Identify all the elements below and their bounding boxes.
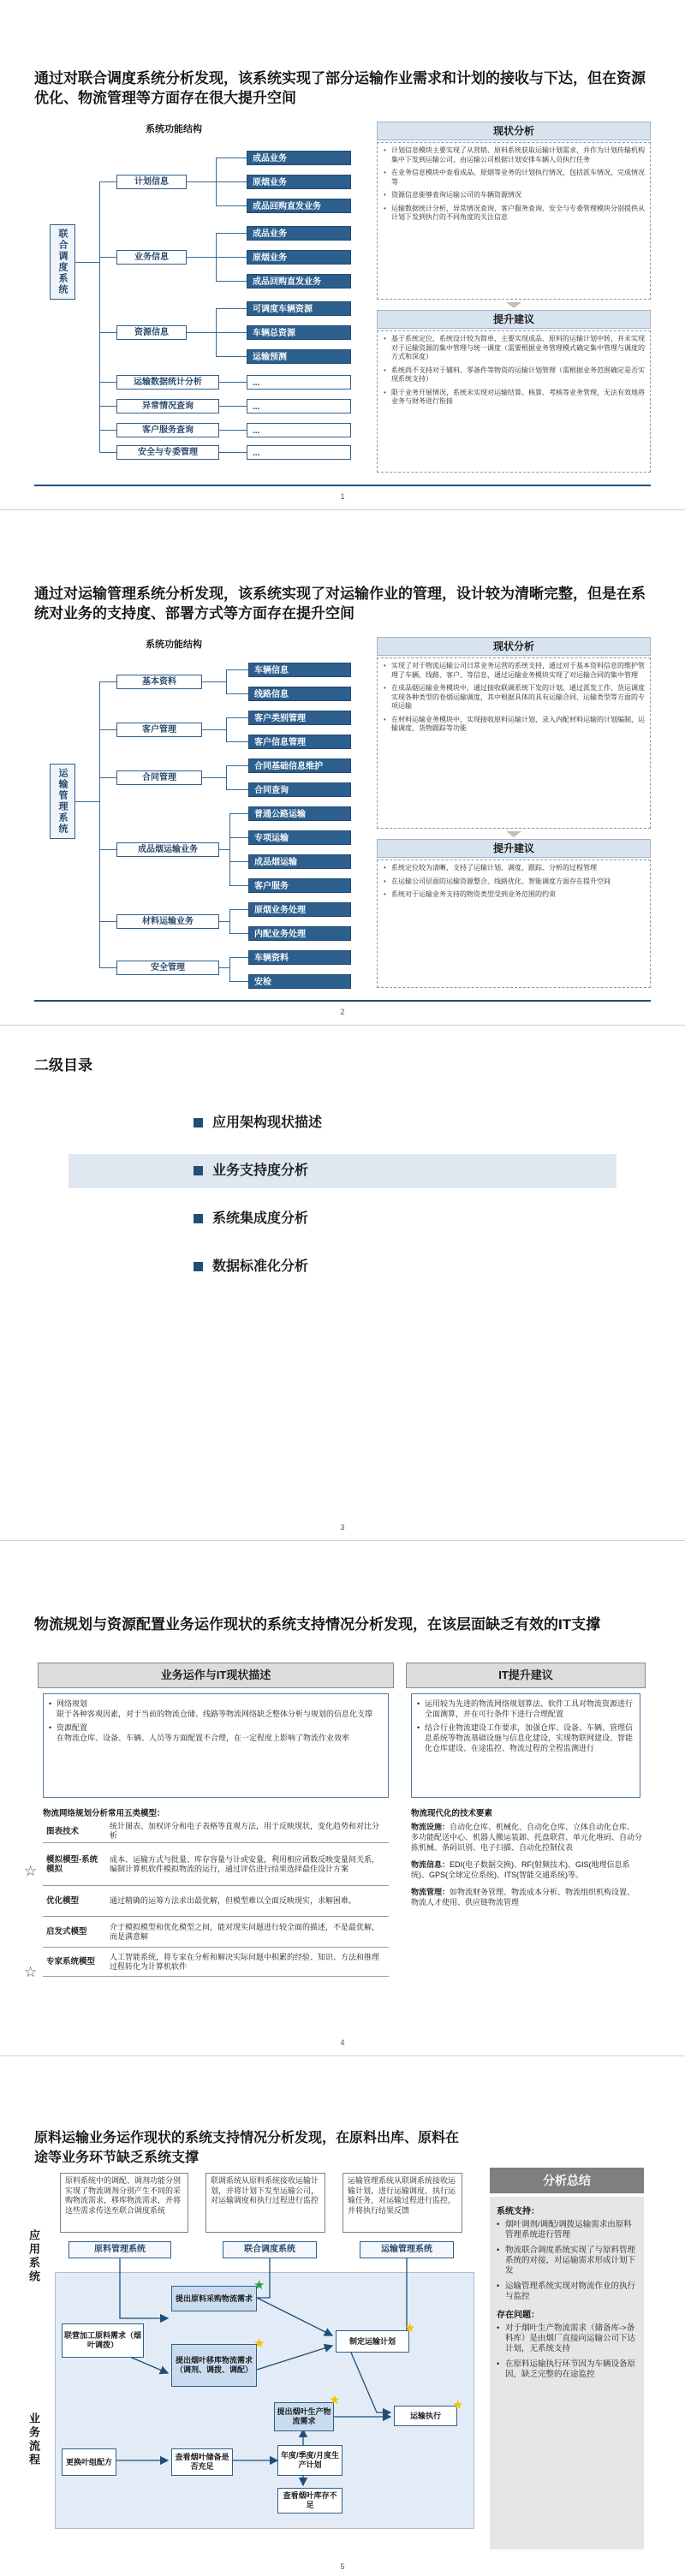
flow-arrow <box>257 2298 332 2335</box>
suggest-panel <box>377 860 651 988</box>
star-icon: ★ <box>452 2398 464 2412</box>
suggest-point: • 基于系统定位，系统设计较为简单，主要实现成品、原料的运输计划中转，并未实现对于运输资源的集中管理与统一调度（需要根据业务管理模式确定集中管理与调度的方式和深度） <box>383 335 645 362</box>
model-desc: 成本、运输方式与批量、库存容量与计或安量，利用相应函数反映变量间关系，编制计算机软件模拟物流的运行，通过评估进行结果选择最佳设计方案 <box>106 1843 389 1886</box>
tree-leaf: 可调度车辆资源 <box>247 301 351 316</box>
page-number: 1 <box>340 492 345 501</box>
system-box: 运输管理系统 <box>360 2241 454 2258</box>
tree-leaf: 成品回购直发业务 <box>247 199 351 213</box>
suggest-point: • 系统定位较为清晰，支持了运输计划、调度、跟踪、分析的过程管理 <box>383 864 645 873</box>
connector <box>99 406 116 407</box>
connector <box>229 909 248 910</box>
connector <box>226 765 227 789</box>
star-icon: ☆ <box>24 1863 38 1879</box>
connector <box>99 681 100 967</box>
analysis-head: 现状分析 <box>377 122 651 140</box>
tree-node: 安全管理 <box>116 961 219 975</box>
suggest-point: • 在运输公司层面的运输资源整合、线路优化、智能调度方面存在提升空间 <box>383 878 645 887</box>
flow-node: 制定运输计划 <box>336 2330 409 2353</box>
footer-rule <box>34 1000 651 1002</box>
connector <box>226 741 248 742</box>
slide-2 <box>0 515 685 1026</box>
tree-leaf: 客户信息管理 <box>248 735 351 749</box>
left-panel-head: 业务运作与IT现状描述 <box>38 1663 394 1688</box>
connector <box>226 789 248 790</box>
slide-1 <box>0 0 685 510</box>
table-row <box>43 1948 389 1977</box>
tech-item <box>411 1859 642 1880</box>
slide-4 <box>0 1546 685 2056</box>
system-box: 原料管理系统 <box>68 2241 171 2258</box>
section-label: 系统功能结构 <box>146 124 202 134</box>
state-point: • 网络规划 限于各种客观因素，对于当前的物流仓储、线路等物流网络缺乏整体分析与规划的信息化支撑 <box>49 1698 383 1719</box>
connector <box>99 681 116 682</box>
connector <box>99 181 116 182</box>
suggest-head: 提升建议 <box>377 310 651 329</box>
square-bullet-icon <box>194 1166 203 1175</box>
analysis-point: • 实现了对于物流运输公司日常业务运营的系统支持，通过对于基本资料信息的维护管理了车辆、线路、客户、等信息，通过运输业务模块实现了对运输合同的集中管理 <box>383 662 645 680</box>
root-node: 运输管理系统 <box>50 764 75 839</box>
suggest-head: 提升建议 <box>377 839 651 858</box>
connector <box>216 233 247 234</box>
connector <box>219 967 229 968</box>
square-bullet-icon <box>194 1118 203 1127</box>
model-desc: 通过精确的运筹方法求出最优解，但模型难以全面反映现实，求解困难。 <box>106 1886 389 1917</box>
tree-node: 材料运输业务 <box>116 914 219 929</box>
analysis-point: • 在业务信息模块中查看成品、原烟等业务的计划执行情况，包括派车情况，完成情况等 <box>383 169 645 187</box>
suggest-point: • 限于业务开展情况，系统未实现对运输结算、核算、考核等业务管理，无法有效地将业务与财务进行衔接 <box>383 389 645 407</box>
connector <box>219 430 247 431</box>
toc-label: 应用架构现状描述 <box>212 1115 323 1130</box>
tree-node: 合同管理 <box>116 770 202 785</box>
connector <box>216 205 247 206</box>
connector <box>229 909 230 933</box>
slide-title: 通过对联合调度系统分析发现，该系统实现了部分运输作业需求和计划的接收与下达，但在资源优化、物流管理等方面存在很大提升空间 <box>34 70 646 106</box>
flow-node: 提出原料采购物流需求 <box>171 2286 257 2311</box>
tech-head: 物流现代化的技术要素 <box>411 1809 493 1818</box>
star-icon: ★ <box>253 2278 265 2293</box>
connector <box>99 452 116 453</box>
slide-title: 物流规划与资源配置业务运作现状的系统支持情况分析发现，在该层面缺乏有效的IT支撑 <box>34 1616 601 1633</box>
connector <box>229 981 248 982</box>
summary-panel <box>490 2197 644 2549</box>
connector <box>226 693 248 694</box>
star-icon: ★ <box>404 2321 416 2335</box>
support-point: • 运输管理系统实现对物流作业的执行与监控 <box>497 2282 637 2302</box>
model-name: 图表技术 <box>43 1820 106 1843</box>
page-number: 4 <box>340 2038 345 2047</box>
connector <box>226 717 248 718</box>
toc-item[interactable] <box>68 1202 616 1236</box>
tree-leaf: 客户服务 <box>248 878 351 893</box>
tree-leaf: 车辆信息 <box>248 663 351 677</box>
star-icon: ★ <box>329 2393 341 2407</box>
tree-node-stats: 运输数据统计分析 <box>116 375 219 390</box>
star-icon: ☆ <box>24 1964 38 1980</box>
analysis-point: • 计划信息模块主要实现了从营销、原料系统获取运输计划需求，并作为计划传输机构集中下发到运输公司，由运输公司根据计划安排车辆人员执行任务 <box>383 146 645 164</box>
suggest-panel <box>377 330 651 473</box>
square-bullet-icon <box>194 1214 203 1223</box>
flow-arrow <box>351 2353 390 2412</box>
tree-node-resource: 资源信息 <box>116 325 187 340</box>
tree-leaf: 普通公路运输 <box>248 806 351 821</box>
tree-node-exception: 异常情况查询 <box>116 399 219 413</box>
suggestion-box <box>411 1693 640 1798</box>
connector <box>216 281 247 282</box>
connector <box>229 813 230 885</box>
suggest-point: • 运用较为先进的物流网络规划算法、软件工具对物流资源进行全面测算，并在可行条件下进行合理配置 <box>417 1698 634 1719</box>
tree-node: 成品烟运输业务 <box>116 842 219 857</box>
tech-key: 物流设施： <box>411 1823 450 1831</box>
tree-node: 基本资料 <box>116 675 202 689</box>
model-desc: 介于模拟模型和优化模型之间，能对现实问题进行较全面的描述，不是最优解，而是满意解 <box>106 1917 389 1948</box>
tree-node-business: 业务信息 <box>116 250 187 265</box>
tree-leaf: ... <box>247 375 351 390</box>
connector <box>216 257 247 258</box>
tree-leaf: 客户类别管理 <box>248 711 351 725</box>
tree-leaf: 原烟业务 <box>247 175 351 189</box>
suggest-point: • 系统尚不支持对于辅料、零备件等物资的运输计划管理（需根据业务范围确定是否实现系统支持） <box>383 366 645 384</box>
toc-item[interactable] <box>68 1250 616 1284</box>
toc-item[interactable] <box>68 1106 616 1140</box>
tree-leaf: 合同基础信息维护 <box>248 759 351 773</box>
analysis-point: • 资源信息能够查询运输公司的车辆资源情况 <box>383 191 645 200</box>
tech-item <box>411 1887 642 1907</box>
suggest-point: • 系统对于运输业务支持的物资类型受到业务范围的约束 <box>383 890 645 900</box>
analysis-head: 现状分析 <box>377 637 651 656</box>
app-desc: 运输管理系统从联调系统接收运输计划，进行运输调度、执行运输任务，对运输过程进行监控，并将执行结果反馈 <box>342 2173 462 2233</box>
connector <box>187 332 216 333</box>
table-row <box>43 1820 389 1843</box>
square-bullet-icon <box>194 1262 203 1271</box>
section-title: 二级目录 <box>34 1057 92 1074</box>
tree-leaf: 成品回购直发业务 <box>247 274 351 289</box>
toc-item-active[interactable] <box>68 1154 616 1188</box>
side-label-app: 应用系统 <box>27 2229 40 2284</box>
connector <box>75 801 99 802</box>
flow-node: 提出烟叶生产物流需求 <box>274 2402 334 2431</box>
connector <box>216 308 247 309</box>
connector <box>229 837 248 838</box>
tree-leaf: ... <box>247 399 351 413</box>
flow-node: 查看烟叶储备是否充足 <box>171 2448 233 2476</box>
connector <box>99 849 116 850</box>
connector <box>202 681 226 682</box>
connector <box>216 356 247 357</box>
analysis-point: • 在材料运输业务模块中，实现接收原料运输计划，录入内配材料运输的计划编制，运输调度，货物跟踪等功能 <box>383 716 645 734</box>
system-box: 联合调度系统 <box>223 2241 317 2258</box>
flow-node: 联营加工原料需求（烟叶调拨） <box>62 2323 144 2358</box>
tree-node: 客户管理 <box>116 723 202 737</box>
connector <box>229 861 248 862</box>
toc-label: 系统集成度分析 <box>212 1211 309 1226</box>
flow-arrow <box>120 2258 168 2318</box>
connector <box>219 921 229 922</box>
analysis-panel <box>377 142 651 300</box>
connector <box>99 777 116 778</box>
table-row <box>43 1843 389 1886</box>
model-table <box>43 1820 389 1977</box>
connector <box>99 382 116 383</box>
arrow-down-icon <box>506 831 521 837</box>
connector <box>202 729 226 730</box>
issue-point: • 在原料运输执行环节因为车辆设备原因，缺乏完整的在途监控 <box>497 2359 637 2380</box>
connector <box>219 406 247 407</box>
connector <box>229 957 230 981</box>
analysis-point: • 运输数据统计分析，异常情况查询，客户服务查询、安全与专委管理模块分别提供从计划下发到执行的不同角度的关注信息 <box>383 205 645 223</box>
connector <box>202 777 226 778</box>
tree-node-customer: 客户服务查询 <box>116 423 219 437</box>
slide-5 <box>0 2061 685 2576</box>
state-point: • 资源配置 在物流仓库、设备、车辆、人员等方面配置不合理，在一定程度上影响了物流作业效率 <box>49 1722 383 1743</box>
table-row <box>43 1886 389 1917</box>
model-name: 专家系统模型 <box>43 1948 106 1977</box>
connector <box>226 717 227 741</box>
tech-value: 自动化仓库、机械化、自动化仓库、立体自动化仓库、多功能配送中心、机器人搬运装卸、托盘联营、单元化堆码、自动分拣机械、条码识别、电子扫描、自动化控制仪表 <box>411 1823 643 1852</box>
model-table-head: 物流网络规划分析常用五类模型： <box>43 1809 165 1818</box>
tree-leaf: 车辆资料 <box>248 950 351 965</box>
tree-leaf: 线路信息 <box>248 687 351 701</box>
side-label-flow: 业务流程 <box>27 2412 40 2467</box>
flow-node: 年度/季度/月度生产计划 <box>277 2445 342 2476</box>
tech-list <box>411 1822 642 1914</box>
star-icon: ★ <box>253 2336 265 2351</box>
app-desc: 联调系统从原料系统接收运输计划，并将计划下发至运输公司，对运输调度和执行过程进行监控 <box>206 2173 325 2233</box>
app-desc: 原料系统中的调配、调剂功能分别实现了物流调剂分别产生不同的采购物流需求，移库物流需求，并将这些需求传送至联合调度系统 <box>60 2173 188 2233</box>
connector <box>216 332 247 333</box>
tree-leaf: 成品业务 <box>247 151 351 165</box>
connector <box>229 885 248 886</box>
model-name: 启发式模型 <box>43 1917 106 1948</box>
connector <box>187 181 216 182</box>
connector <box>99 430 116 431</box>
support-point: • 物流联合调度系统实现了与原料管理系统的对接，对运输需求形成计划下发 <box>497 2246 637 2276</box>
tree-leaf: 车辆总资源 <box>247 325 351 340</box>
connector <box>229 957 248 958</box>
summary-head: 分析总结 <box>490 2168 644 2193</box>
tree-leaf: 原烟业务处理 <box>248 902 351 917</box>
tech-value: 如物流财务管理、物流成本分析、物流组织机构设置、物流人才使用、供应链物流管理 <box>411 1888 635 1907</box>
tree-leaf: 运输预测 <box>247 349 351 364</box>
tech-key: 物流管理： <box>411 1888 450 1896</box>
connector <box>99 729 116 730</box>
tree-leaf: 内配业务处理 <box>248 926 351 941</box>
toc-label: 业务支持度分析 <box>212 1163 309 1178</box>
connector <box>219 452 247 453</box>
tree-leaf: 成品业务 <box>247 226 351 241</box>
connector <box>226 765 248 766</box>
connector <box>75 262 99 263</box>
tech-value: EDI(电子数据交换)、RF(射频技术)、GIS(地理信息系统)、GPS(全球定位系统)、ITS(智能交通系统)等。 <box>411 1860 630 1879</box>
root-node: 联合调度系统 <box>50 224 75 300</box>
issue-title: 存在问题： <box>497 2311 539 2320</box>
suggest-point: • 结合行业物流建设工作要求，加强仓库、设备、车辆、管理信息系统等物流基础设施与信息化建设，实现物联网建设、智能化仓库建设、在途监控、物流过程的全程监测进行 <box>417 1722 634 1753</box>
model-desc: 人工智能系统，将专家在分析和解决实际问题中积累的经验、知识、方法和推理过程转化为计算机软件 <box>106 1948 389 1977</box>
slide-title: 通过对运输管理系统分析发现，该系统实现了对运输作业的管理，设计较为清晰完整，但是在系统对业务的支持度、部署方式等方面存在提升空间 <box>34 586 646 622</box>
model-name: 优化模型 <box>43 1886 106 1917</box>
model-desc: 统计图表、加权评分和电子表格等直观方法，用于反映现状，变化趋势和对比分析 <box>106 1820 389 1843</box>
table-row <box>43 1917 389 1948</box>
section-label: 系统功能结构 <box>146 640 202 650</box>
connector <box>229 813 248 814</box>
footer-rule <box>34 485 651 486</box>
tree-leaf: 专项运输 <box>248 830 351 845</box>
connector <box>99 967 116 968</box>
connector <box>219 382 247 383</box>
current-state-box <box>43 1693 389 1798</box>
flow-node: 运输执行 <box>394 2406 457 2426</box>
tree-leaf: ... <box>247 445 351 460</box>
flow-node: 查看烟叶库存不足 <box>277 2488 342 2514</box>
flow-arrow <box>257 2346 332 2370</box>
tree-leaf: 原烟业务 <box>247 250 351 265</box>
connector <box>99 921 116 922</box>
tree-leaf: ... <box>247 423 351 437</box>
support-title: 系统支持： <box>497 2207 539 2216</box>
page-number: 2 <box>340 1008 345 1016</box>
tree-leaf: 合同查询 <box>248 782 351 797</box>
analysis-panel <box>377 657 651 829</box>
connector <box>219 849 229 850</box>
tech-key: 物流信息： <box>411 1860 450 1869</box>
tech-item <box>411 1822 642 1853</box>
page-number: 5 <box>340 2562 345 2571</box>
connector <box>229 933 248 934</box>
issue-point: • 对于烟叶生产物流需求（储备库->备料库）是由烟厂直接向运输公司下达计划，无系统支持 <box>497 2323 637 2354</box>
tree-node-plan: 计划信息 <box>116 175 187 189</box>
right-panel-head: IT提升建议 <box>406 1663 646 1688</box>
connector <box>216 181 247 182</box>
connector <box>99 332 116 333</box>
slide-3 <box>0 1031 685 1541</box>
page-number: 3 <box>340 1523 345 1532</box>
flow-node: 更换叶组配方 <box>62 2448 116 2476</box>
tree-leaf: 安检 <box>248 974 351 989</box>
tree-leaf: 成品烟运输 <box>248 854 351 869</box>
support-point: • 烟叶调剂/调配/调拨运输需求由原料管理系统进行管理 <box>497 2220 637 2240</box>
connector <box>187 257 216 258</box>
connector <box>99 257 116 258</box>
toc-label: 数据标准化分析 <box>212 1259 309 1274</box>
slide-title: 原料运输业务运作现状的系统支持情况分析发现，在原料出库、原料在途等业务环节缺乏系统支撑 <box>34 2131 460 2165</box>
connector <box>226 669 248 670</box>
analysis-point: • 在成品烟运输业务模块中，通过接收联调系统下发的计划，通过派发工作、货运调度实现各种类型的卷烟运输调度，其中根据具体的具有运输合同、运输类型等方面的专项运输 <box>383 684 645 711</box>
connector <box>99 181 100 452</box>
arrow-down-icon <box>506 302 521 308</box>
flow-node: 提出烟叶移库物流需求（调剂、调拨、调配） <box>171 2344 257 2387</box>
model-name: 模拟模型-系统模拟 <box>43 1843 106 1886</box>
connector <box>226 669 227 693</box>
tree-node-safety: 安全与专委管理 <box>116 445 219 460</box>
